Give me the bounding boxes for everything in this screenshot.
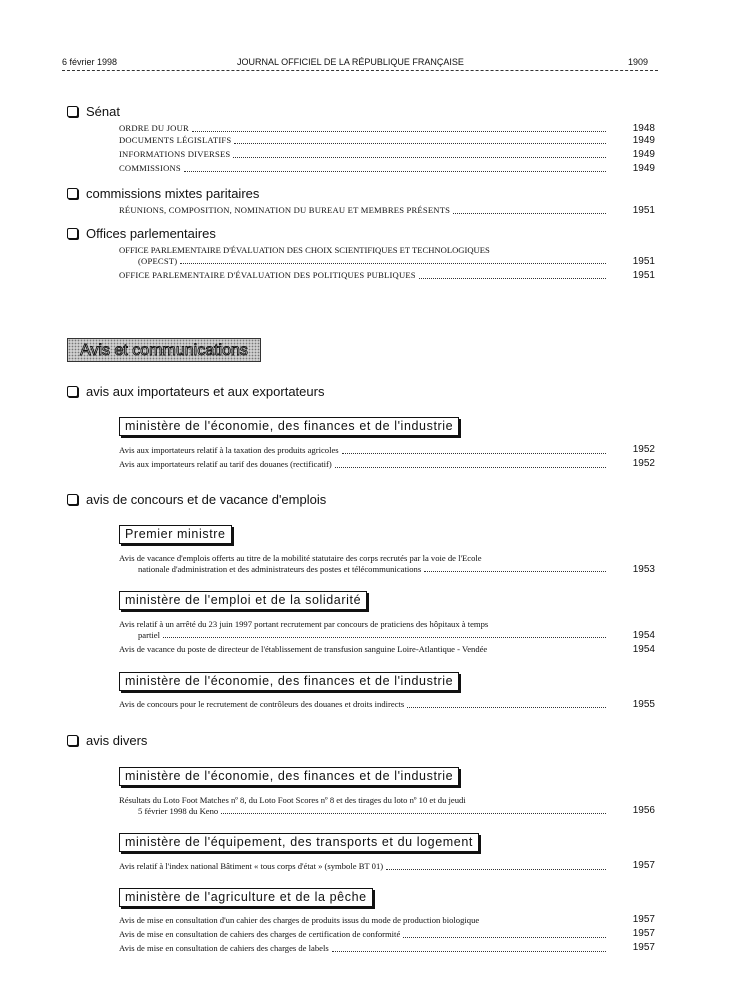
dot-leader	[163, 637, 606, 638]
entry-page: 1952	[632, 458, 655, 469]
dot-leader	[221, 813, 606, 814]
section-title: avis divers	[86, 733, 148, 748]
dot-leader	[453, 213, 606, 214]
entry-label: partiel	[138, 629, 160, 640]
entry-label: ORDRE DU JOUR	[119, 123, 189, 133]
ministry-heading: ministère de l'économie, des finances et de l'industrie	[119, 672, 459, 691]
entry-label: Avis aux importateurs relatif à la taxation des produits agricoles	[119, 445, 339, 455]
dot-leader	[424, 571, 606, 572]
page-number: 1909	[628, 57, 649, 67]
toc-entry[interactable]	[119, 619, 606, 640]
section-senat	[67, 104, 120, 119]
toc-entry[interactable]	[119, 149, 606, 160]
entry-page: 1954	[632, 644, 655, 655]
dot-leader	[332, 951, 606, 952]
section-importateurs	[67, 384, 324, 399]
dot-leader	[180, 263, 606, 264]
ministry-heading: ministère de l'emploi et de la solidarité	[119, 591, 367, 610]
toc-entry[interactable]	[119, 245, 606, 266]
dot-leader	[342, 453, 606, 454]
entry-label: Avis de concours pour le recrutement de contrôleurs des douanes et droits indirects	[119, 699, 405, 709]
toc-entry[interactable]	[119, 861, 606, 872]
toc-entry[interactable]	[119, 123, 606, 134]
ministry-heading: ministère de l'agriculture et de la pêche	[119, 888, 373, 907]
entry-page: 1955	[632, 699, 655, 710]
avis-communications-banner: Avis et communications	[67, 338, 261, 362]
dot-leader	[403, 937, 606, 938]
entry-label: Avis relatif à l'index national Bâtiment « tous corps d'état » (symbole BT 01)	[119, 861, 384, 871]
toc-entry[interactable]	[119, 459, 606, 470]
dot-leader	[192, 131, 606, 132]
toc-entry[interactable]	[119, 795, 606, 816]
toc-entry[interactable]	[119, 699, 606, 710]
section-title: Offices parlementaires	[86, 226, 216, 241]
entry-label: INFORMATIONS DIVERSES	[119, 149, 231, 159]
checkbox-icon	[67, 386, 78, 397]
entry-page: 1949	[632, 163, 655, 174]
entry-page: 1951	[632, 205, 655, 216]
entry-page: 1953	[632, 564, 655, 575]
ministry-heading: Premier ministre	[119, 525, 232, 544]
entry-label: OFFICE PARLEMENTAIRE D'ÉVALUATION DES POLITIQUES PUBLIQUES	[119, 270, 416, 280]
entry-label: RÉUNIONS, COMPOSITION, NOMINATION DU BUREAU ET MEMBRES PRÉSENTS	[119, 205, 451, 215]
journal-title: JOURNAL OFFICIEL DE LA RÉPUBLIQUE FRANÇAISE	[237, 57, 464, 67]
entry-page: 1951	[632, 256, 655, 267]
entry-page: 1957	[632, 942, 655, 953]
entry-page: 1948	[632, 123, 655, 134]
entry-page: 1957	[632, 914, 655, 925]
checkbox-icon	[67, 106, 78, 117]
toc-entry[interactable]	[119, 135, 606, 146]
entry-label: Avis de mise en consultation d'un cahier des charges de produits issus du mode de production biologique	[119, 915, 480, 925]
header-rule	[62, 70, 658, 71]
entry-label: nationale d'administration et des administrateurs des postes et télécommunications	[138, 563, 422, 574]
entry-label: Avis de vacance du poste de directeur de l'établissement de transfusion sanguine Loire-Atlantique - Vendée	[119, 644, 488, 654]
toc-entry[interactable]	[119, 205, 606, 216]
entry-page: 1949	[632, 135, 655, 146]
entry-label: Avis de mise en consultation de cahiers des charges de labels	[119, 943, 329, 953]
section-offices	[67, 226, 216, 241]
section-title: avis de concours et de vacance d'emplois	[86, 492, 327, 507]
entry-page: 1956	[632, 805, 655, 816]
toc-entry[interactable]	[119, 445, 606, 456]
dot-leader	[386, 869, 606, 870]
entry-page: 1954	[632, 630, 655, 641]
entry-label: COMMISSIONS	[119, 163, 181, 173]
section-title: Sénat	[86, 104, 120, 119]
entry-page: 1951	[632, 270, 655, 281]
checkbox-icon	[67, 228, 78, 239]
entry-line1: OFFICE PARLEMENTAIRE D'ÉVALUATION DES CHOIX SCIENTIFIQUES ET TECHNOLOGIQUES	[119, 245, 490, 255]
entry-label: Avis aux importateurs relatif au tarif des douanes (rectificatif)	[119, 459, 332, 469]
dot-leader	[335, 467, 606, 468]
section-concours	[67, 492, 326, 507]
checkbox-icon	[67, 188, 78, 199]
entry-label: Avis de mise en consultation de cahiers des charges de certification de conformité	[119, 929, 401, 939]
toc-entry[interactable]	[119, 915, 606, 926]
entry-label: (OPECST)	[138, 255, 178, 266]
dot-leader	[184, 171, 606, 172]
toc-entry[interactable]	[119, 163, 606, 174]
entry-page: 1957	[632, 860, 655, 871]
dot-leader	[234, 143, 606, 144]
dot-leader	[419, 278, 606, 279]
entry-label: DOCUMENTS LÉGISLATIFS	[119, 135, 232, 145]
section-cmp	[67, 186, 259, 201]
dot-leader	[407, 707, 606, 708]
dot-leader	[233, 157, 606, 158]
checkbox-icon	[67, 735, 78, 746]
ministry-heading: ministère de l'économie, des finances et de l'industrie	[119, 417, 459, 436]
toc-entry[interactable]	[119, 270, 606, 281]
entry-page: 1949	[632, 149, 655, 160]
toc-entry[interactable]	[119, 553, 606, 574]
header-date: 6 février 1998	[62, 57, 118, 67]
checkbox-icon	[67, 494, 78, 505]
entry-label: 5 février 1998 du Keno	[138, 805, 219, 816]
ministry-heading: ministère de l'équipement, des transports et du logement	[119, 833, 479, 852]
toc-entry[interactable]	[119, 943, 606, 954]
entry-page: 1952	[632, 444, 655, 455]
entry-page: 1957	[632, 928, 655, 939]
section-divers	[67, 733, 147, 748]
entry-line1: Avis de vacance d'emplois offerts au titre de la mobilité statutaire des corps recrutés par la voie de l'Ecole	[119, 553, 482, 563]
entry-line1: Avis relatif à un arrêté du 23 juin 1997 portant recrutement par concours de praticiens des hôpitaux à temps	[119, 619, 489, 629]
section-title: avis aux importateurs et aux exportateurs	[86, 384, 325, 399]
section-title: commissions mixtes paritaires	[86, 186, 260, 201]
entry-line1: Résultats du Loto Foot Matches nº 8, du Loto Foot Scores nº 8 et des tirages du loto nº 10 et du jeudi	[119, 795, 466, 805]
ministry-heading: ministère de l'économie, des finances et de l'industrie	[119, 767, 459, 786]
toc-entry[interactable]	[119, 644, 606, 655]
toc-entry[interactable]	[119, 929, 606, 940]
